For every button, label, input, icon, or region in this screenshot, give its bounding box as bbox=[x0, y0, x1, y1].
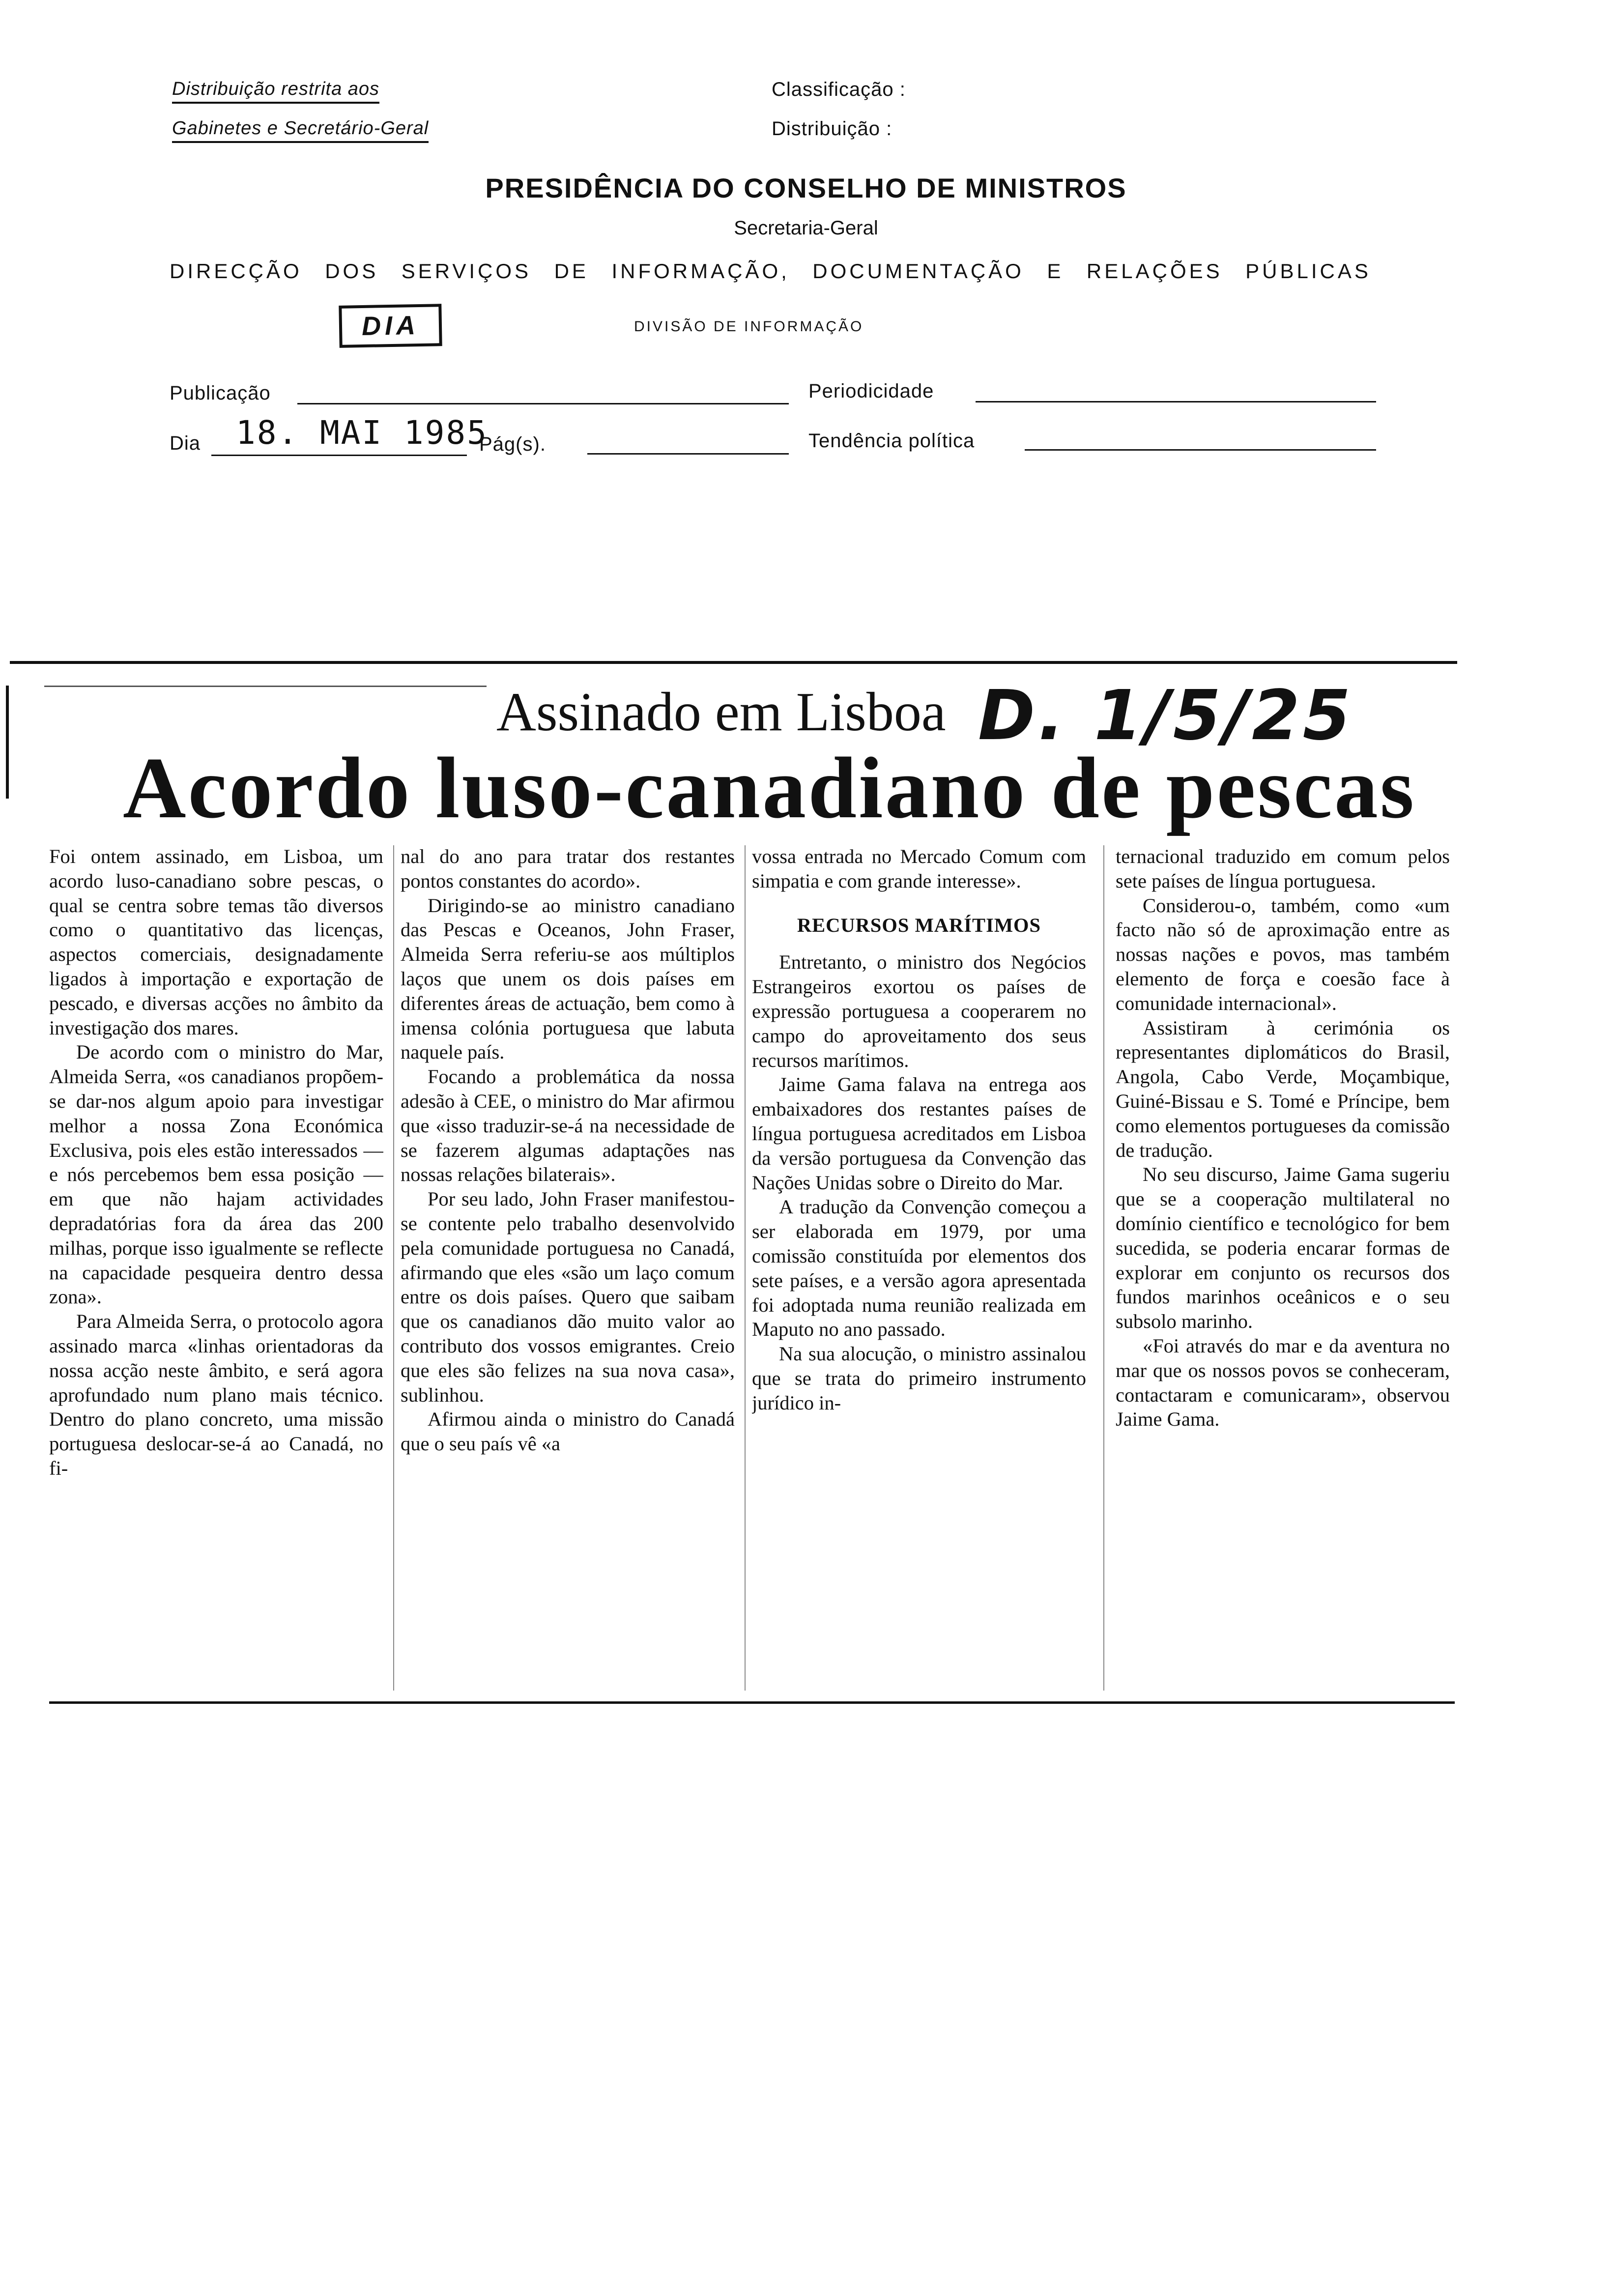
article-paragraph: Assistiram à cerimónia os representantes diplomáticos do Brasil, Angola, Cabo Verde, Moçambique, Guiné-Bissau e S. Tomé e Príncipe, bem como elementos portugueses da comissão de tradução. bbox=[1116, 1016, 1450, 1161]
directorate-word: DOS bbox=[325, 259, 379, 283]
column-divider bbox=[745, 845, 746, 1691]
clipping-bottom-rule bbox=[49, 1701, 1455, 1704]
classification-label: Classificação : bbox=[772, 79, 906, 100]
article-column-2 bbox=[401, 844, 735, 1694]
article-paragraph: Jaime Gama falava na entrega aos embaixadores dos restantes países de língua portuguesa acreditados em Lisboa da versão portuguesa da Convenção das Nações Unidas sobre o Direito do Mar. bbox=[752, 1073, 1086, 1194]
directorate-word: RELAÇÕES bbox=[1086, 259, 1223, 283]
restricted-distribution-line1: Distribuição restrita aos bbox=[172, 79, 379, 104]
column-divider bbox=[393, 845, 394, 1691]
directorate-word: DIRECÇÃO bbox=[170, 259, 302, 283]
clipping-top-rule bbox=[10, 661, 1457, 664]
handwritten-date: 18. MAI 1985 bbox=[236, 414, 488, 452]
directorate-word: DOCUMENTAÇÃO bbox=[812, 259, 1024, 283]
directorate-word: PÚBLICAS bbox=[1245, 259, 1371, 283]
section-subhead: RECURSOS MARÍTIMOS bbox=[797, 914, 1041, 936]
article-column-4 bbox=[1116, 844, 1450, 1694]
directorate-word: INFORMAÇÃO, bbox=[611, 259, 790, 283]
column-divider bbox=[1103, 845, 1104, 1691]
clipping-top-smudge bbox=[44, 686, 487, 687]
article-paragraph: «Foi através do mar e da aventura no mar que os nossos povos se conheceram, contactaram e comunicaram», observou Jaime Gama. bbox=[1116, 1334, 1450, 1431]
article-paragraph: A tradução da Convenção começou a ser elaborada em 1979, por uma comissão constituída por elementos dos sete países, e a versão agora apresentada foi adoptada numa reunião realizada em Maputo no ano passado. bbox=[752, 1196, 1086, 1341]
article-paragraph: De acordo com o ministro do Mar, Almeida Serra, «os canadianos propõem-se dar-nos algum apoio para investigar melhor a nossa Zona Económica Exclusiva, pois eles estão interessados — e nós percebemos bem essa posição — em que não hajam actividades depradatórias fora da área das 200 milhas, porque isso igualmente se reflecte na capacidade pesqueira dentro dessa zona». bbox=[49, 1041, 383, 1308]
publication-label: Publicação bbox=[170, 382, 271, 404]
handwritten-note: D. 1/5/25 bbox=[978, 676, 1354, 756]
directorate-word: SERVIÇOS bbox=[401, 259, 532, 283]
article-column-3 bbox=[752, 844, 1086, 1694]
article-column-1 bbox=[49, 844, 383, 1694]
article-paragraph: ternacional traduzido em comum pelos sete países de língua portuguesa. bbox=[1116, 845, 1450, 892]
article-paragraph: nal do ano para tratar dos restantes pontos constantes do acordo». bbox=[401, 845, 735, 892]
day-label: Dia bbox=[170, 432, 201, 454]
day-field-line bbox=[211, 455, 467, 456]
directorate-line bbox=[170, 259, 1371, 283]
publication-stamp: DIA bbox=[339, 304, 442, 348]
article-paragraph: Por seu lado, John Fraser manifestou-se contente pelo trabalho desenvolvido pela comunidade portuguesa no Canadá, afirmando que eles «são um laço comum entre os dois países. Quero que saibam que os canadianos dão muito valor ao contributo dos vossos emigrantes. Creio que eles são felizes na sua nova casa», sublinhou. bbox=[401, 1188, 735, 1406]
division-label: DIVISÃO DE INFORMAÇÃO bbox=[634, 318, 864, 335]
article-paragraph: Focando a problemática da nossa adesão à CEE, o ministro do Mar afirmou que «isso traduzir-se-á na necessidade de se fazerem algumas adaptações nas nossas relações bilaterais». bbox=[401, 1065, 735, 1186]
article-paragraph: Para Almeida Serra, o protocolo agora assinado marca «linhas orientadoras da nossa acção neste âmbito, e será agora aprofundado num plano mais técnico. Dentro do plano concreto, uma missão portuguesa deslocar-se-á ao Canadá, no fi- bbox=[49, 1310, 383, 1479]
periodicity-field-line bbox=[976, 401, 1376, 402]
article-paragraph: vossa entrada no Mercado Comum com simpatia e com grande interesse». bbox=[752, 845, 1086, 892]
article-paragraph: Entretanto, o ministro dos Negócios Estrangeiros exortou os países de expressão portuguesa a cooperarem no campo do aproveitamento dos seus recursos marítimos. bbox=[752, 951, 1086, 1071]
article-paragraph: Dirigindo-se ao ministro canadiano das Pescas e Oceanos, John Fraser, Almeida Serra referiu-se aos múltiplos laços que unem os dois países em diferentes áreas de actuação, bem como à imensa colónia portuguesa que labuta naquele país. bbox=[401, 894, 735, 1063]
clipping-left-edge bbox=[6, 686, 9, 799]
publication-field-line bbox=[297, 403, 789, 404]
political-trend-label: Tendência política bbox=[808, 430, 975, 452]
article-paragraph: Considerou-o, também, como «um facto não só de aproximação entre as nossas nações e povos, mas também elemento de força e coesão face à comunidade internacional». bbox=[1116, 894, 1450, 1014]
political-trend-field-line bbox=[1025, 449, 1376, 451]
secretariat-subtitle: Secretaria-Geral bbox=[734, 217, 878, 239]
periodicity-label: Periodicidade bbox=[808, 380, 934, 402]
directorate-word: E bbox=[1047, 259, 1064, 283]
article-paragraph: Na sua alocução, o ministro assinalou que se trata do primeiro instrumento jurídico in- bbox=[752, 1343, 1086, 1414]
article-paragraph: Afirmou ainda o ministro do Canadá que o seu país vê «a bbox=[401, 1408, 735, 1455]
distribution-label: Distribuição : bbox=[772, 118, 892, 140]
article-kicker: Assinado em Lisboa bbox=[496, 682, 946, 743]
pages-field-line bbox=[587, 453, 789, 455]
article-paragraph: Foi ontem assinado, em Lisboa, um acordo luso-canadiano sobre pescas, o qual se centra sobre temas tão diversos como o quantitativo das licenças, aspectos comerciais, designadamente ligados à importação e exportação de pescado, e diversas acções no âmbito da investigação dos mares. bbox=[49, 845, 383, 1039]
organization-title: PRESIDÊNCIA DO CONSELHO DE MINISTROS bbox=[485, 172, 1127, 203]
article-paragraph: No seu discurso, Jaime Gama sugeriu que se a cooperação multilateral no domínio científico e tecnológico for bem sucedida, se poderia encarar formas de explorar em conjunto os recursos dos fundos marinhos oceânicos e o seu subsolo marinho. bbox=[1116, 1163, 1450, 1333]
article-headline: Acordo luso-canadiano de pescas bbox=[123, 739, 1416, 836]
restricted-distribution-line2: Gabinetes e Secretário-Geral bbox=[172, 118, 429, 143]
directorate-word: DE bbox=[554, 259, 589, 283]
pages-label: Pág(s). bbox=[479, 433, 546, 455]
